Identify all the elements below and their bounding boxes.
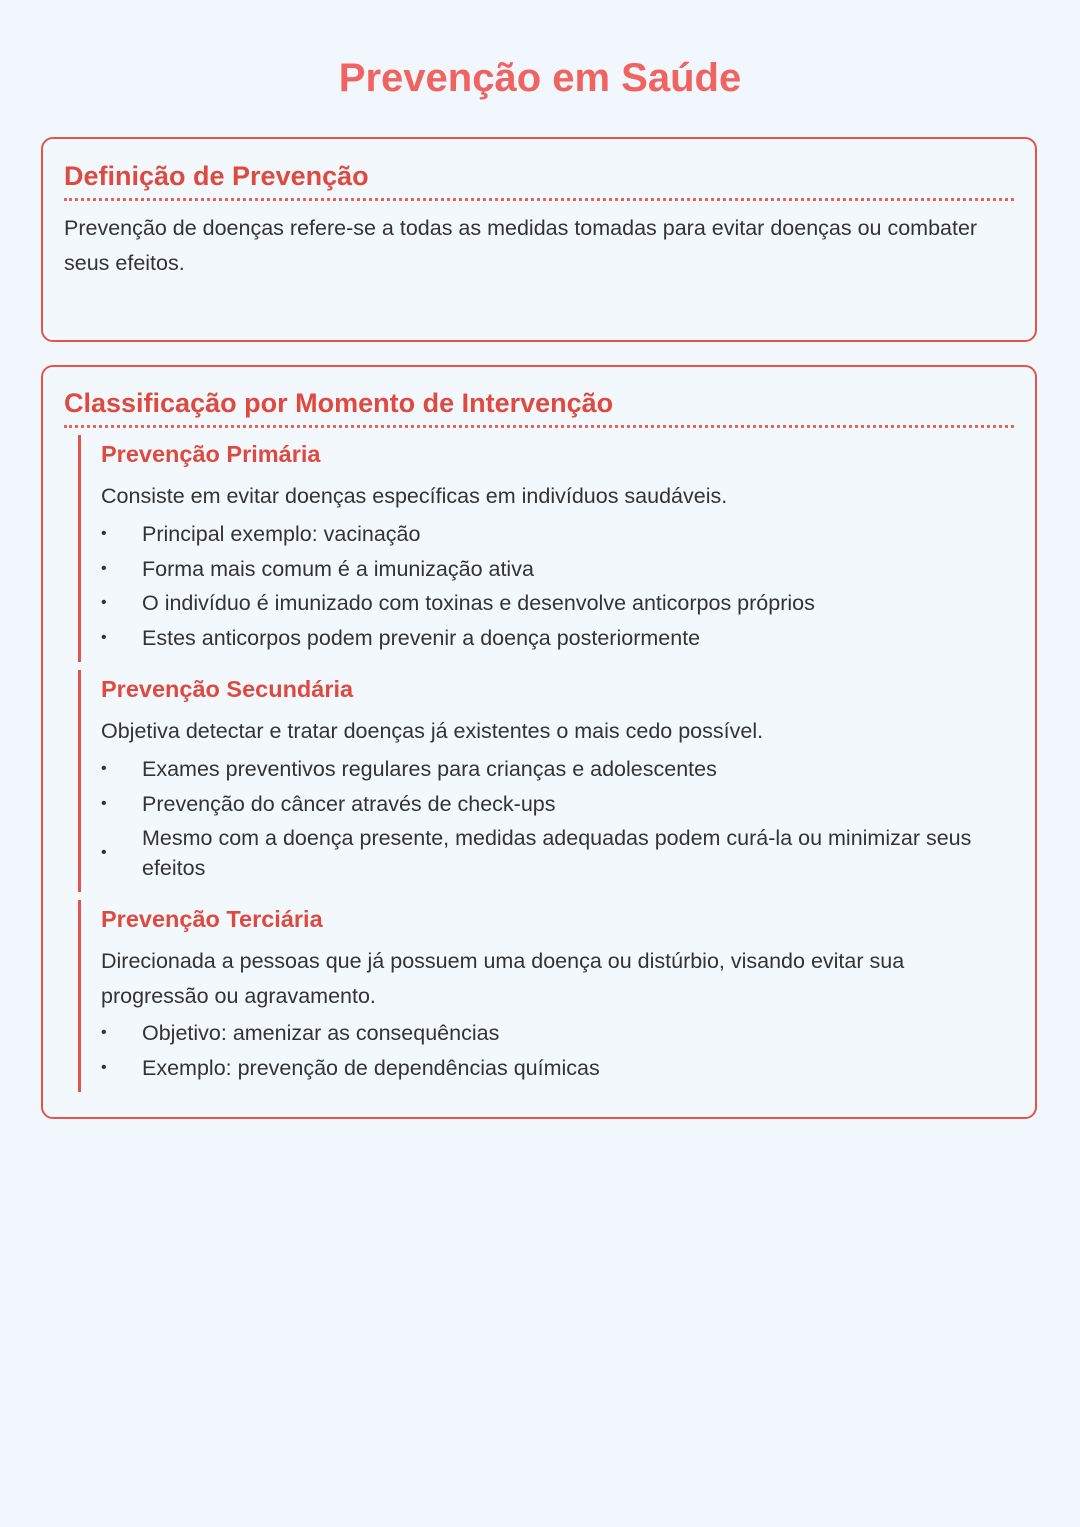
classification-heading: Classificação por Momento de Intervenção: [64, 387, 1014, 428]
secondary-prevention-description: Objetiva detectar e tratar doenças já existentes o mais cedo possível.: [101, 719, 764, 743]
list-item: [101, 554, 995, 584]
bullet-icon: •: [101, 794, 107, 812]
bullet-icon: •: [101, 1024, 107, 1041]
list-item-text: Objetivo: amenizar as consequências: [142, 1021, 500, 1045]
secondary-prevention-section: [78, 670, 995, 892]
primary-prevention-list: [101, 519, 995, 657]
bullet-icon: •: [101, 559, 107, 577]
list-item: [101, 823, 995, 883]
tertiary-prevention-heading: Prevenção Terciária: [101, 906, 323, 932]
list-item-text: Exemplo: prevenção de dependências químicas: [142, 1055, 600, 1080]
bullet-icon: •: [101, 594, 107, 611]
page-title: Prevenção em Saúde: [338, 56, 742, 100]
list-item: [101, 789, 995, 819]
list-item-text: Prevenção do câncer através de check-ups: [142, 791, 556, 816]
bullet-icon: •: [101, 844, 107, 861]
primary-prevention-heading: Prevenção Primária: [101, 441, 321, 467]
tertiary-prevention-section: [78, 900, 995, 1092]
list-item: [101, 1053, 995, 1083]
secondary-prevention-list: [101, 754, 995, 888]
secondary-prevention-heading: Prevenção Secundária: [101, 676, 354, 702]
definition-text: Prevenção de doenças refere-se a todas as medidas tomadas para evitar doenças ou combater seus efeitos.: [64, 216, 978, 275]
list-item-text: Mesmo com a doença presente, medidas adequadas podem curá-la ou minimizar seus efeitos: [142, 826, 972, 880]
tertiary-prevention-list: [101, 1018, 995, 1087]
bullet-icon: •: [101, 760, 107, 777]
list-item: [101, 754, 995, 784]
list-item: [101, 1018, 995, 1048]
primary-prevention-description: Consiste em evitar doenças específicas em indivíduos saudáveis.: [101, 484, 728, 508]
classification-card: [41, 365, 1037, 1119]
list-item: [101, 588, 995, 618]
bullet-icon: •: [101, 525, 107, 542]
list-item: [101, 519, 995, 549]
bullet-icon: •: [101, 628, 107, 646]
definition-card: [41, 137, 1037, 342]
list-item-text: Principal exemplo: vacinação: [142, 522, 421, 546]
list-item-text: O indivíduo é imunizado com toxinas e desenvolve anticorpos próprios: [142, 591, 815, 615]
tertiary-prevention-description: Direcionada a pessoas que já possuem uma doença ou distúrbio, visando evitar sua progressão ou agravamento.: [101, 949, 905, 1008]
list-item-text: Forma mais comum é a imunização ativa: [142, 556, 534, 581]
definition-heading: Definição de Prevenção: [64, 160, 1014, 201]
list-item-text: Exames preventivos regulares para crianças e adolescentes: [142, 757, 717, 781]
list-item: [101, 623, 995, 653]
primary-prevention-section: [78, 435, 995, 662]
bullet-icon: •: [101, 1058, 107, 1076]
list-item-text: Estes anticorpos podem prevenir a doença posteriormente: [142, 625, 701, 650]
